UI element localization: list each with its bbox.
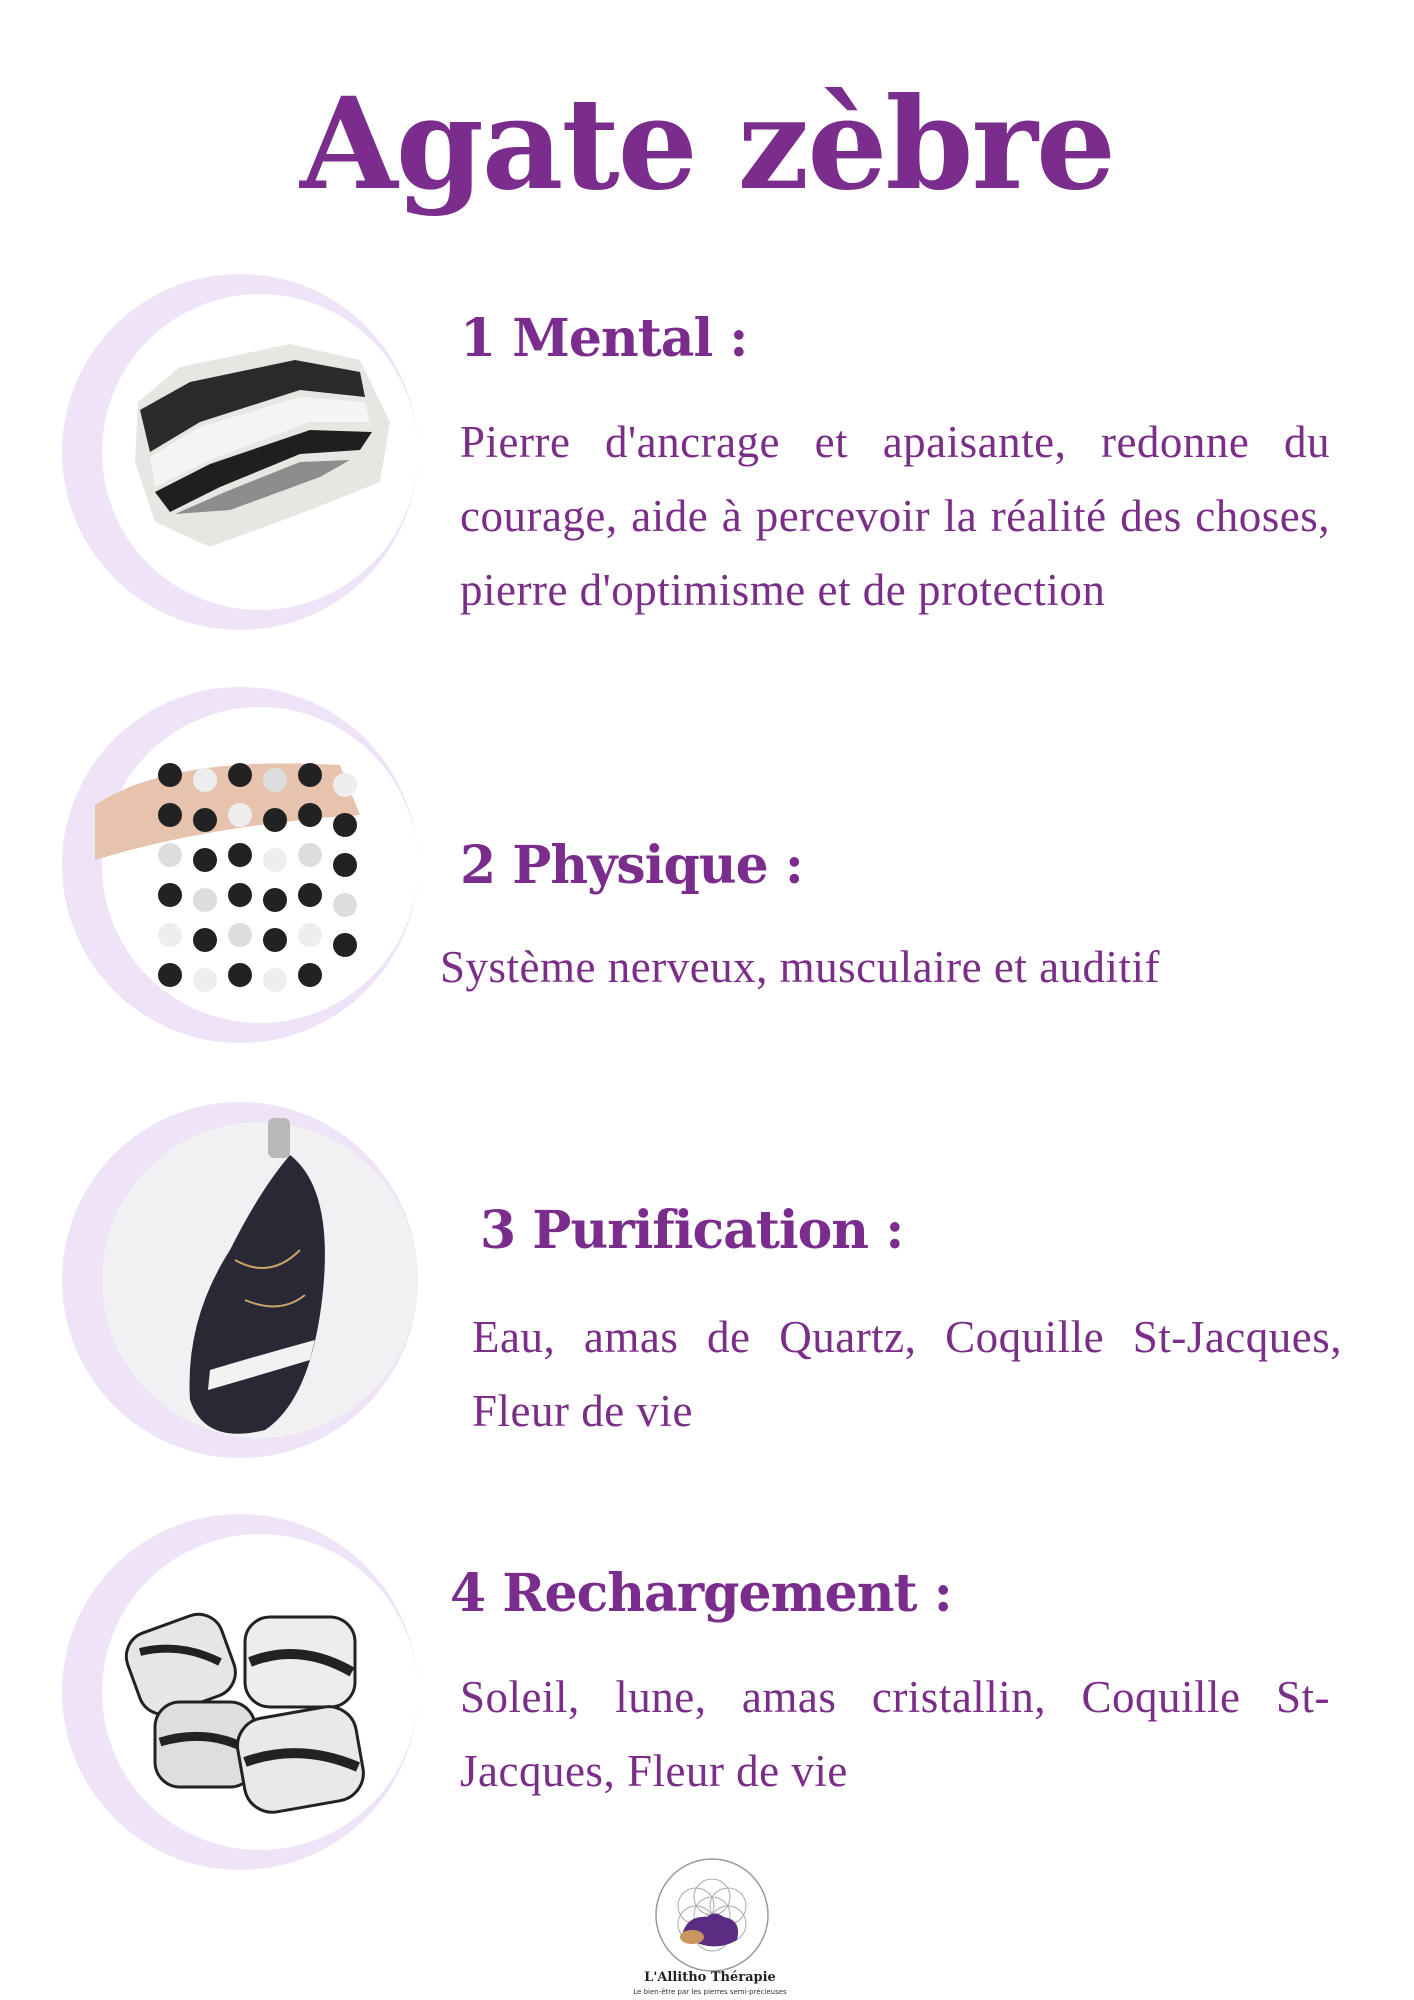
brand-tagline: Le bien-être par les pierres semi-précieuses [633,1988,787,1996]
section-3-image [60,1100,420,1460]
section-2-body: Système nerveux, musculaire et auditif [440,942,1161,992]
section-4-image [60,1512,420,1872]
section-1-image [60,272,420,632]
section-4-body: Soleil, lune, amas cristallin, Coquille St-Jacques, Fleur de vie [460,1672,1330,1796]
section-3-body: Eau, amas de Quartz, Coquille St-Jacques, Fleur de vie [472,1312,1342,1436]
pendant-stone-icon [60,1100,420,1460]
brand-logo [652,1855,772,1975]
tumbled-stones-icon [60,1512,420,1872]
section-1-body: Pierre d'ancrage et apaisante, redonne du courage, aide à percevoir la réalité des choses, pierre d'optimisme et de protection [460,417,1330,615]
banded-agate-slice-icon [60,272,420,632]
section-2-image [60,685,420,1045]
section-2-heading: 2 Physique : [460,835,803,896]
bead-strands-icon [60,685,420,1045]
section-4-heading: 4 Rechargement : [450,1563,952,1624]
section-3-heading: 3 Purification : [480,1200,904,1261]
brand-name: L'Allitho Thérapie [644,1970,776,1985]
section-1-heading: 1 Mental : [460,308,748,369]
page-title: Agate zèbre [299,70,1115,218]
flower-of-life-icon [652,1855,772,1975]
